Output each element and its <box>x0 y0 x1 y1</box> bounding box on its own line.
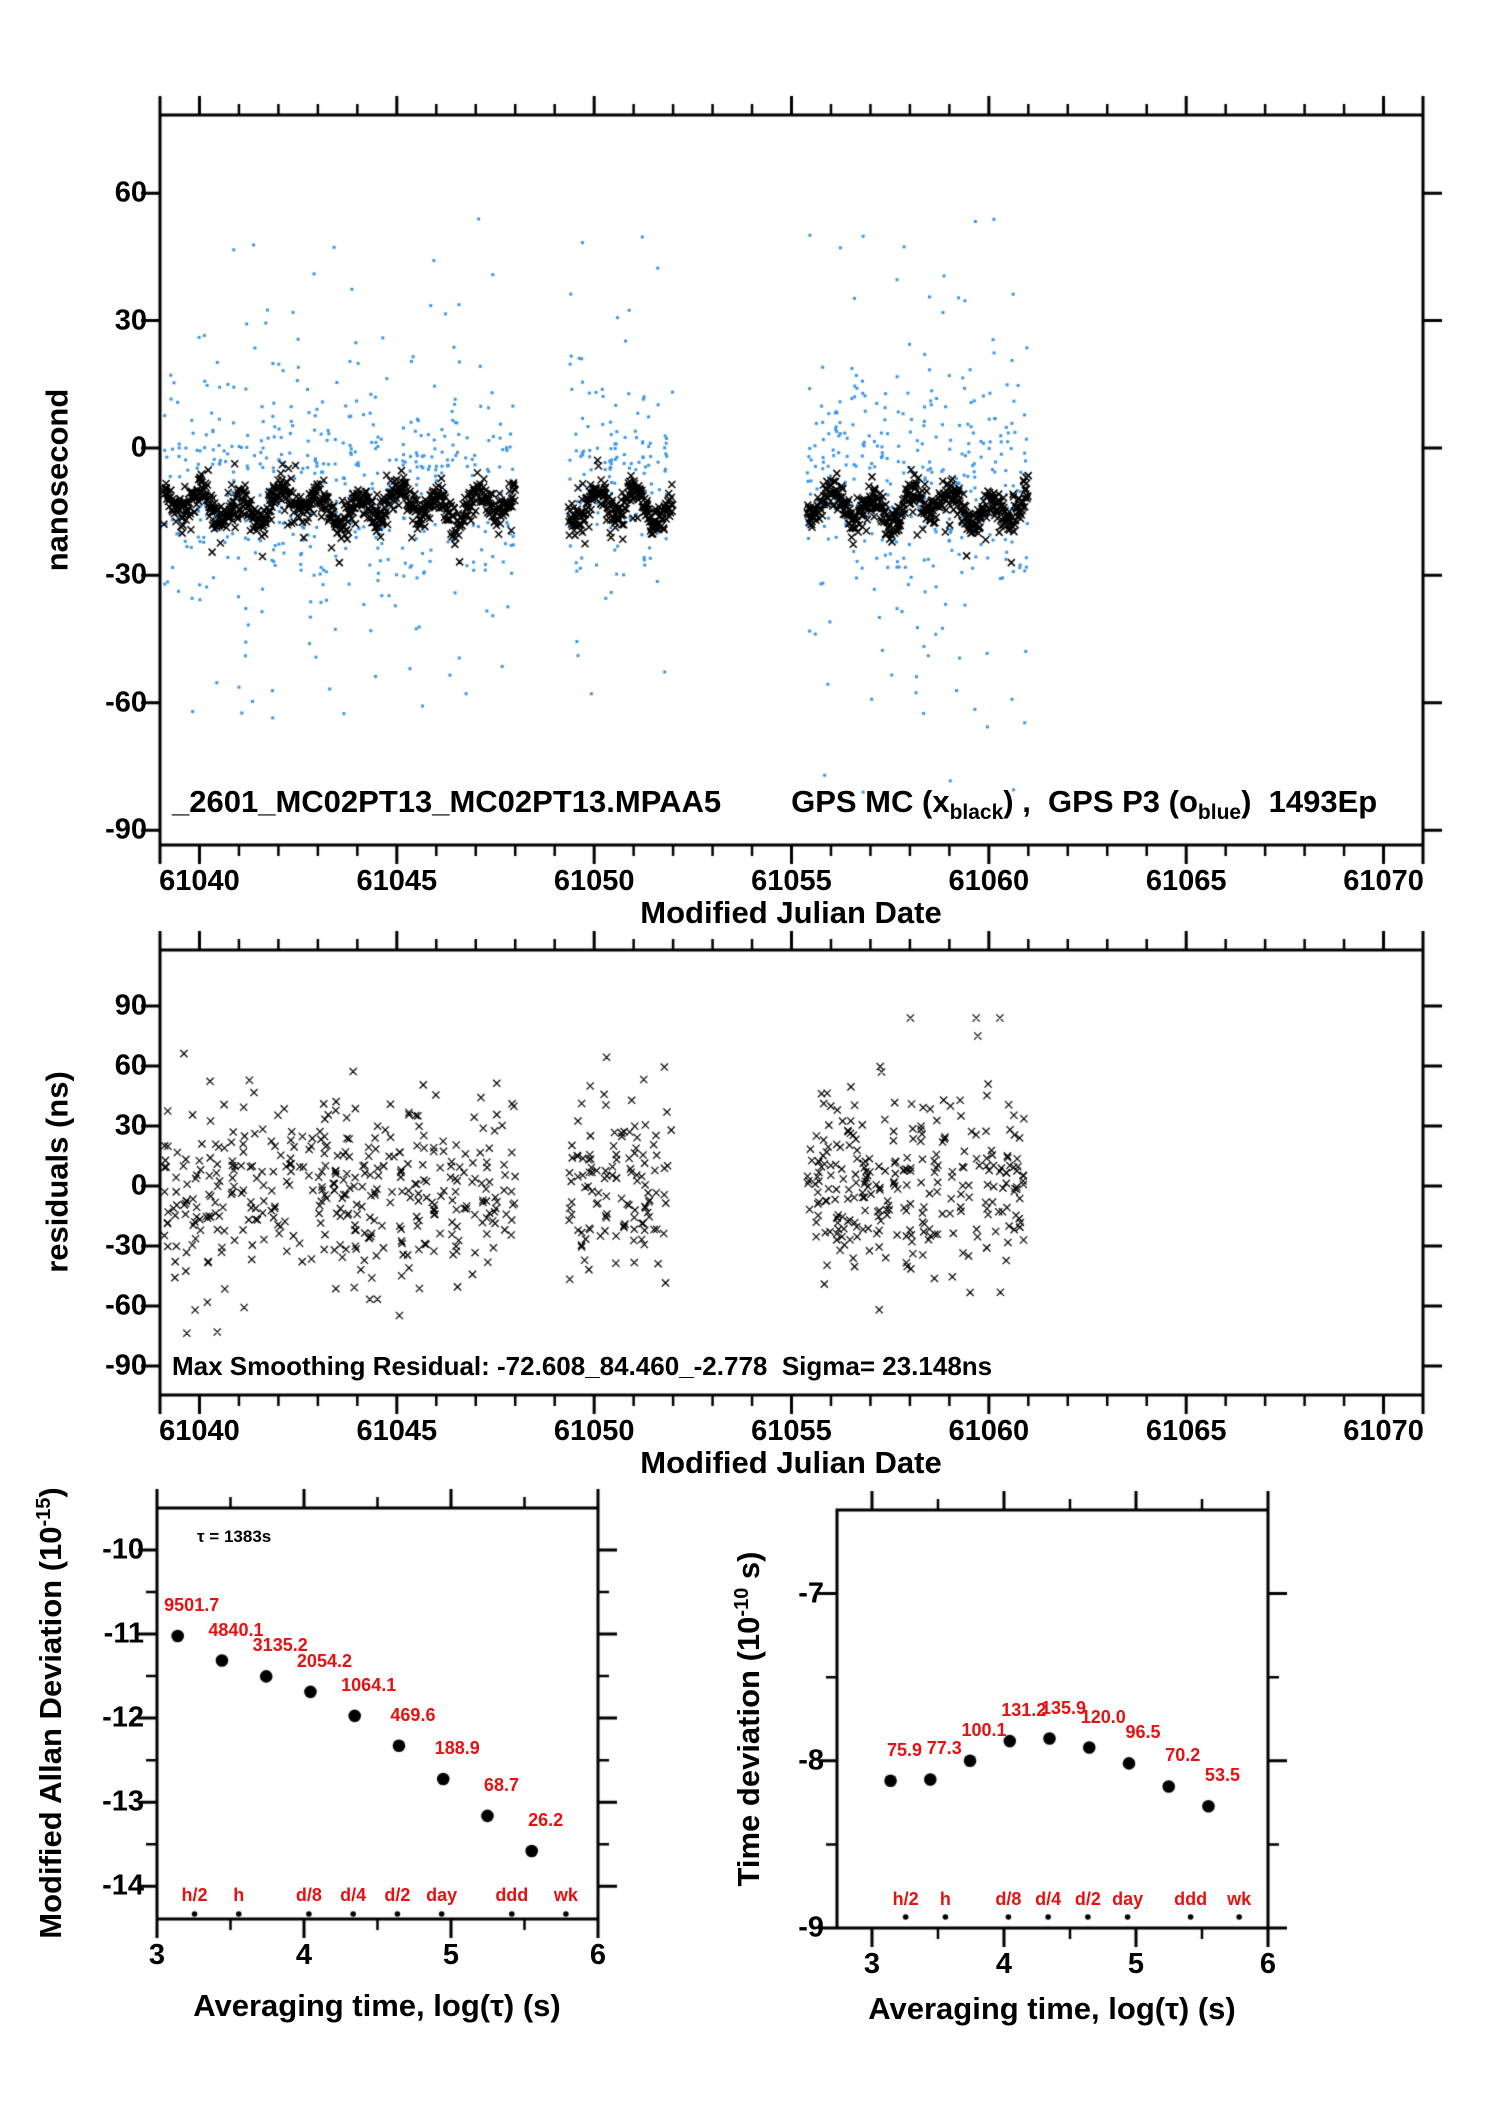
top-x-tick-label: 61050 <box>553 865 635 897</box>
top-x-tick-label: 61045 <box>356 865 438 897</box>
mdev-point-value-label: 1064.1 <box>341 1674 397 1695</box>
tdev-point-value-label: 77.3 <box>926 1738 962 1759</box>
tdev-point-value-label: 100.1 <box>961 1719 1007 1740</box>
mid-x-tick-label: 61055 <box>751 1415 832 1447</box>
mid-x-tick-label: 61070 <box>1343 1415 1424 1447</box>
mdev-tau-mark-label: d/4 <box>340 1885 367 1905</box>
mid-x-tick-label: 61040 <box>159 1415 240 1447</box>
tdev-x-tick-label: 6 <box>1259 1948 1277 1980</box>
tdev-point-value-label: 135.9 <box>1040 1697 1087 1718</box>
mid-y-tick-label: -30 <box>105 1229 147 1262</box>
mdev-y-tick-label: -14 <box>102 1869 144 1902</box>
tdev-point-value-label: 53.5 <box>1204 1765 1240 1786</box>
mid-x-tick-label: 61050 <box>553 1415 635 1447</box>
mdev-tau-mark-label: wk <box>553 1885 578 1905</box>
tdev-y-tick-label: -8 <box>798 1744 824 1777</box>
mdev-tau-mark-label: h <box>233 1885 245 1905</box>
tdev-x-tick-label: 5 <box>1127 1948 1145 1980</box>
mdev-y-tick-label: -13 <box>102 1785 144 1818</box>
tdev-y-tick-label: -9 <box>798 1911 824 1944</box>
top-y-tick-label: -90 <box>105 813 147 846</box>
mdev-x-tick-label: 4 <box>295 1939 313 1971</box>
mid-x-tick-label: 61060 <box>948 1415 1030 1447</box>
tdev-x-axis-label: Averaging time, log(τ) (s) <box>868 1991 1236 2026</box>
mid-y-tick-label: 60 <box>114 1049 147 1082</box>
mid-y-tick-label: 0 <box>130 1169 147 1202</box>
tdev-y-tick-label: -7 <box>798 1577 824 1610</box>
top-x-tick-label: 61070 <box>1343 865 1424 897</box>
tdev-x-tick-label: 3 <box>863 1948 881 1980</box>
mdev-point-value-label: 469.6 <box>390 1704 436 1725</box>
top-y-tick-label: 30 <box>114 304 147 337</box>
tdev-y-axis-label: Time deviation ($10^{-10}$ s) <box>730 1551 767 1887</box>
top-y-tick-label: -60 <box>105 686 147 719</box>
mdev-tau-mark-label: h/2 <box>181 1885 208 1905</box>
top-x-tick-label: 61065 <box>1145 865 1227 897</box>
tdev-tau-mark-label: h <box>939 1889 951 1909</box>
tdev-point-value-label: 70.2 <box>1165 1745 1201 1766</box>
tdev-tau-mark-label: d/2 <box>1074 1889 1101 1909</box>
top-title-series1: GPS MC (x <box>791 784 950 819</box>
mdev-point-value-label: 4840.1 <box>208 1619 264 1640</box>
mdev-x-axis-label: Averaging time, log(τ) (s) <box>193 1988 561 2023</box>
tdev-point-value-label: 75.9 <box>887 1739 923 1760</box>
mdev-y-tick-label: -11 <box>103 1617 144 1650</box>
residuals-annotation: Max Smoothing Residual: -72.608_84.460_-2.778 Sigma= 23.148ns <box>172 1351 993 1381</box>
tdev-point-value-label: 96.5 <box>1125 1722 1161 1743</box>
tdev-tau-mark-label: h/2 <box>892 1889 919 1909</box>
tdev-tau-mark-label: ddd <box>1174 1889 1208 1909</box>
mid-y-tick-label: -90 <box>105 1349 147 1382</box>
top-chart-title <box>172 786 1377 823</box>
residuals-y-axis-label: residuals (ns) <box>39 1071 75 1273</box>
mdev-point-value-label: 188.9 <box>434 1737 480 1758</box>
top-x-tick-label: 61040 <box>159 865 240 897</box>
mdev-tau-mark-label: day <box>426 1885 458 1905</box>
tdev-tau-mark-label: d/8 <box>995 1889 1022 1909</box>
top-x-axis-label: Modified Julian Date <box>640 895 942 930</box>
top-y-tick-label: 0 <box>130 431 147 464</box>
top-title-sub-blue: blue <box>1197 801 1242 825</box>
mdev-tau-annotation: τ = 1383s <box>197 1527 272 1546</box>
top-x-tick-label: 61055 <box>751 865 832 897</box>
mdev-tau-mark-label: d/2 <box>384 1885 411 1905</box>
mdev-x-tick-label: 5 <box>442 1939 460 1971</box>
top-y-tick-label: 60 <box>114 176 147 209</box>
tdev-x-tick-label: 4 <box>995 1948 1013 1980</box>
top-y-tick-label: -30 <box>105 558 147 591</box>
mid-y-tick-label: 30 <box>114 1109 147 1142</box>
mid-x-tick-label: 61045 <box>356 1415 438 1447</box>
tdev-tau-mark-label: day <box>1112 1889 1144 1909</box>
mdev-point-value-label: 26.2 <box>528 1810 564 1831</box>
tdev-point-value-label: 131.2 <box>1001 1700 1047 1721</box>
top-title-file: _2601_MC02PT13_MC02PT13.MPAA5 <box>172 784 722 819</box>
tdev-point-value-label: 120.0 <box>1080 1706 1126 1727</box>
residuals-x-axis-label: Modified Julian Date <box>640 1445 942 1480</box>
mid-y-tick-label: -60 <box>105 1289 147 1322</box>
mdev-tau-mark-label: d/8 <box>295 1885 322 1905</box>
mdev-tau-mark-label: ddd <box>495 1885 529 1905</box>
mdev-point-value-label: 9501.7 <box>164 1594 220 1615</box>
mdev-point-value-label: 2054.2 <box>296 1650 352 1671</box>
mdev-x-tick-label: 3 <box>148 1939 166 1971</box>
top-y-axis-label: nanosecond <box>39 388 75 572</box>
mdev-y-tick-label: -10 <box>102 1533 144 1566</box>
mdev-y-tick-label: -12 <box>102 1701 144 1734</box>
top-title-sub-black: black <box>949 801 1004 825</box>
mdev-y-axis-label: Modified Allan Deviation $(10^{-15})$ <box>32 1487 69 1939</box>
mdev-x-tick-label: 6 <box>589 1939 607 1971</box>
mdev-point-value-label: 3135.2 <box>252 1635 308 1656</box>
top-title-end: ) 1493Ep <box>1241 784 1378 819</box>
top-title-series2: ) , GPS P3 (o <box>1003 784 1198 819</box>
tdev-tau-mark-label: wk <box>1227 1889 1252 1909</box>
mdev-point-value-label: 68.7 <box>483 1774 519 1795</box>
mid-y-tick-label: 90 <box>114 989 147 1022</box>
top-x-tick-label: 61060 <box>948 865 1030 897</box>
tdev-tau-mark-label: d/4 <box>1035 1889 1062 1909</box>
mid-x-tick-label: 61065 <box>1145 1415 1227 1447</box>
